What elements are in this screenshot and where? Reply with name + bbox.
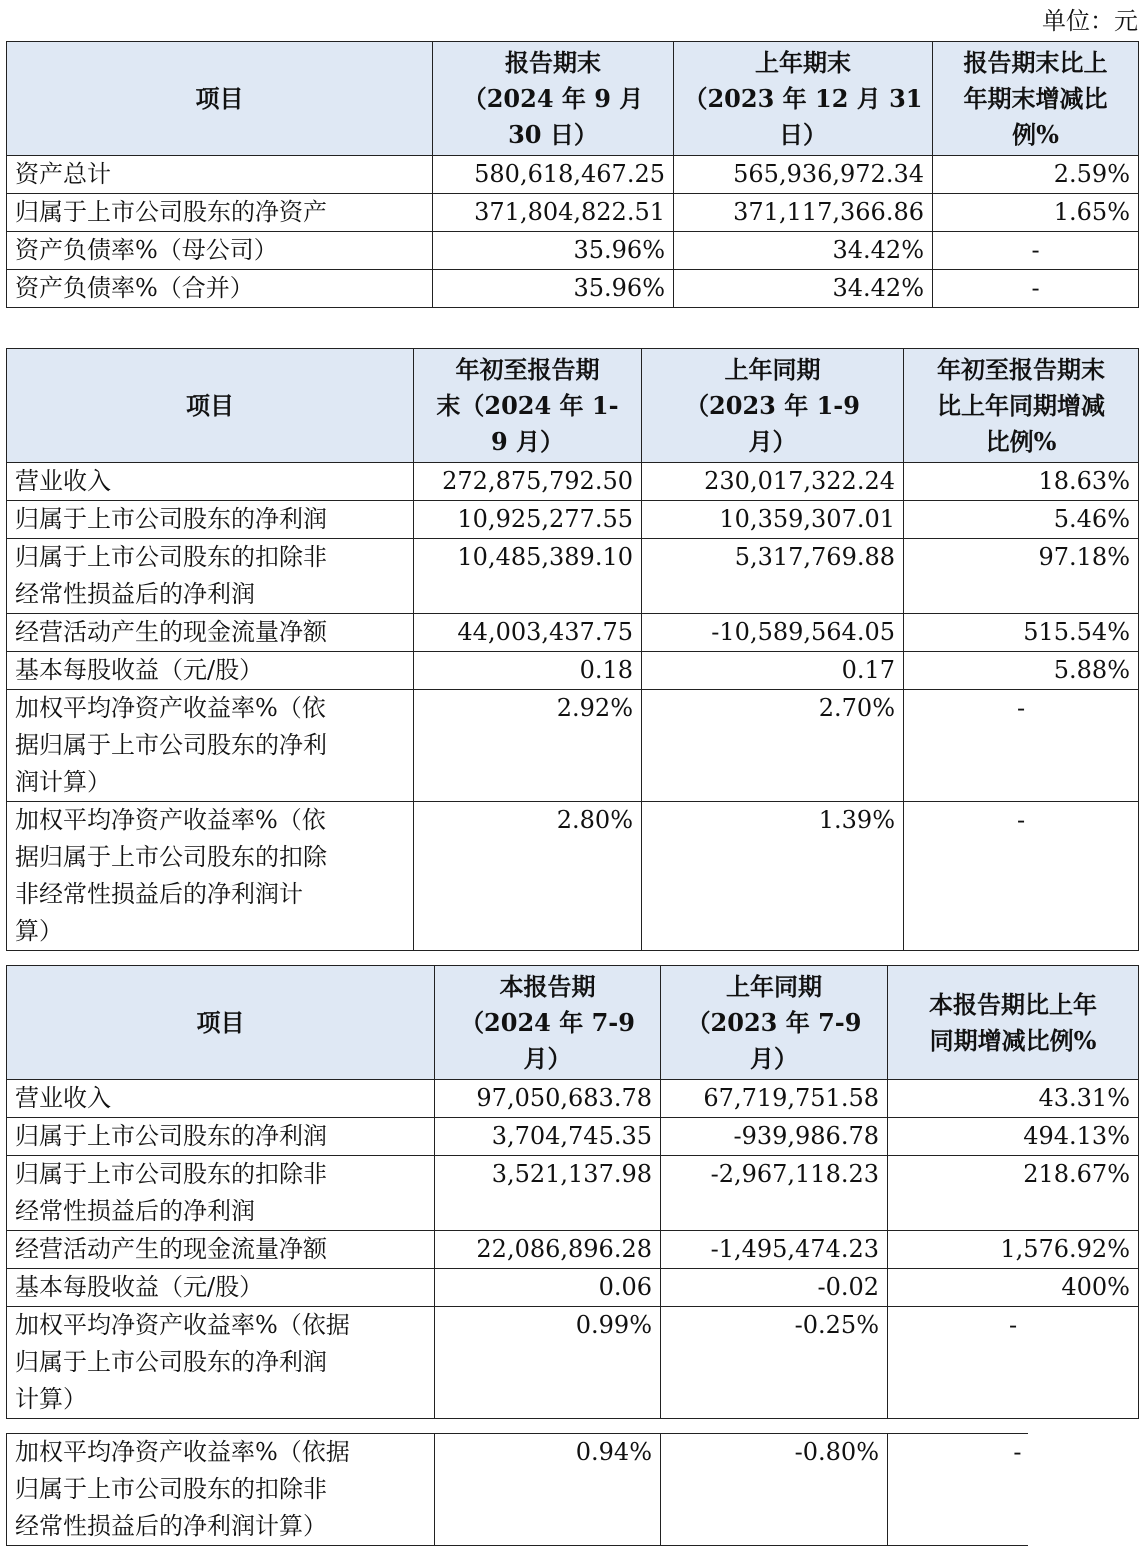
- row-current: 2.92%: [414, 690, 642, 802]
- row-previous: 5,317,769.88: [642, 539, 904, 614]
- table-row: [7, 463, 1139, 501]
- row-current: 35.96%: [433, 270, 674, 308]
- header-current-period: 本报告期 （2024 年 7-9 月）: [435, 966, 661, 1080]
- row-change: 2.59%: [933, 156, 1139, 194]
- table-row: [7, 614, 1139, 652]
- row-item: 经营活动产生的现金流量净额: [7, 614, 414, 652]
- row-previous: 230,017,322.24: [642, 463, 904, 501]
- header-current-period: 年初至报告期 末（2024 年 1- 9 月）: [414, 349, 642, 463]
- row-change: 1.65%: [933, 194, 1139, 232]
- row-current: 0.18: [414, 652, 642, 690]
- row-item: 加权平均净资产收益率%（依据 归属于上市公司股东的净利润 计算）: [7, 1307, 435, 1419]
- row-previous: 10,359,307.01: [642, 501, 904, 539]
- row-previous: 2.70%: [642, 690, 904, 802]
- row-current: 3,704,745.35: [435, 1118, 661, 1156]
- unit-label: 单位：元: [1042, 7, 1138, 35]
- row-item: 基本每股收益（元/股）: [7, 652, 414, 690]
- row-current: 10,485,389.10: [414, 539, 642, 614]
- row-previous: 371,117,366.86: [674, 194, 933, 232]
- header-change-ratio: 年初至报告期末 比上年同期增减 比例%: [904, 349, 1139, 463]
- row-previous: -2,967,118.23: [661, 1156, 888, 1231]
- table-row: [7, 690, 1139, 802]
- header-item: 项目: [7, 349, 414, 463]
- row-item: 归属于上市公司股东的净利润: [7, 1118, 435, 1156]
- row-change: 494.13%: [888, 1118, 1139, 1156]
- table-row: [7, 270, 1139, 308]
- row-previous: -0.25%: [661, 1307, 888, 1419]
- row-current: 10,925,277.55: [414, 501, 642, 539]
- row-item: 归属于上市公司股东的扣除非 经常性损益后的净利润: [7, 539, 414, 614]
- row-item: 加权平均净资产收益率%（依 据归属于上市公司股东的净利 润计算）: [7, 690, 414, 802]
- row-change: -: [888, 1307, 1139, 1419]
- row-change: -: [933, 270, 1139, 308]
- row-change: 400%: [888, 1269, 1139, 1307]
- row-current: 0.94%: [435, 1434, 661, 1546]
- row-change: 43.31%: [888, 1080, 1139, 1118]
- row-current: 22,086,896.28: [435, 1231, 661, 1269]
- row-item: 基本每股收益（元/股）: [7, 1269, 435, 1307]
- row-current: 272,875,792.50: [414, 463, 642, 501]
- row-change: 5.46%: [904, 501, 1139, 539]
- row-previous: -939,986.78: [661, 1118, 888, 1156]
- row-change: 515.54%: [904, 614, 1139, 652]
- row-current: 3,521,137.98: [435, 1156, 661, 1231]
- table-row: [7, 1080, 1139, 1118]
- row-previous: -1,495,474.23: [661, 1231, 888, 1269]
- header-previous-period: 上年期末 （2023 年 12 月 31 日）: [674, 42, 933, 156]
- header-previous-period: 上年同期 （2023 年 1-9 月）: [642, 349, 904, 463]
- quarter-indicators-table: [6, 965, 1139, 1419]
- table-row: [7, 1231, 1139, 1269]
- row-previous: 34.42%: [674, 232, 933, 270]
- row-previous: -0.80%: [661, 1434, 888, 1546]
- row-previous: 1.39%: [642, 802, 904, 951]
- table-row: [7, 156, 1139, 194]
- row-change: 18.63%: [904, 463, 1139, 501]
- row-current: 97,050,683.78: [435, 1080, 661, 1118]
- header-change-ratio: 本报告期比上年 同期增减比例%: [888, 966, 1139, 1080]
- table-row: [7, 1118, 1139, 1156]
- row-item: 归属于上市公司股东的净资产: [7, 194, 433, 232]
- row-current: 371,804,822.51: [433, 194, 674, 232]
- row-item: 归属于上市公司股东的扣除非 经常性损益后的净利润: [7, 1156, 435, 1231]
- row-item: 资产负债率%（母公司）: [7, 232, 433, 270]
- table-row: [7, 232, 1139, 270]
- table-row: [7, 194, 1139, 232]
- row-change: -: [933, 232, 1139, 270]
- row-previous: 34.42%: [674, 270, 933, 308]
- table-row: [7, 1269, 1139, 1307]
- row-item: 资产总计: [7, 156, 433, 194]
- row-change: 1,576.92%: [888, 1231, 1139, 1269]
- header-item: 项目: [7, 966, 435, 1080]
- header-previous-period: 上年同期 （2023 年 7-9 月）: [661, 966, 888, 1080]
- table-header-row: [7, 349, 1139, 463]
- row-current: 44,003,437.75: [414, 614, 642, 652]
- header-item: 项目: [7, 42, 433, 156]
- row-item: 归属于上市公司股东的净利润: [7, 501, 414, 539]
- row-previous: -0.02: [661, 1269, 888, 1307]
- quarter-indicators-continuation-table: [6, 1433, 1028, 1546]
- row-current: 0.06: [435, 1269, 661, 1307]
- row-item: 加权平均净资产收益率%（依 据归属于上市公司股东的扣除 非经常性损益后的净利润计 算）: [7, 802, 414, 951]
- row-previous: 67,719,751.58: [661, 1080, 888, 1118]
- table-row: [7, 1434, 1028, 1546]
- table-row: [7, 539, 1139, 614]
- row-item: 经营活动产生的现金流量净额: [7, 1231, 435, 1269]
- header-change-ratio: 报告期末比上 年期末增减比 例%: [933, 42, 1139, 156]
- row-current: 0.99%: [435, 1307, 661, 1419]
- row-change: -: [888, 1434, 1028, 1546]
- table-row: [7, 1156, 1139, 1231]
- row-current: 580,618,467.25: [433, 156, 674, 194]
- table-row: [7, 1307, 1139, 1419]
- row-change: -: [904, 690, 1139, 802]
- row-item: 资产负债率%（合并）: [7, 270, 433, 308]
- ytd-indicators-table: [6, 348, 1139, 951]
- row-previous: 0.17: [642, 652, 904, 690]
- table-header-row: [7, 966, 1139, 1080]
- row-item: 加权平均净资产收益率%（依据 归属于上市公司股东的扣除非 经常性损益后的净利润计算）: [7, 1434, 435, 1546]
- row-item: 营业收入: [7, 1080, 435, 1118]
- balance-indicators-table: [6, 41, 1139, 308]
- header-current-period: 报告期末 （2024 年 9 月 30 日）: [433, 42, 674, 156]
- table-header-row: [7, 42, 1139, 156]
- row-change: 97.18%: [904, 539, 1139, 614]
- table-row: [7, 802, 1139, 951]
- row-change: 218.67%: [888, 1156, 1139, 1231]
- table-row: [7, 501, 1139, 539]
- table-row: [7, 652, 1139, 690]
- row-change: -: [904, 802, 1139, 951]
- row-previous: 565,936,972.34: [674, 156, 933, 194]
- row-item: 营业收入: [7, 463, 414, 501]
- row-current: 2.80%: [414, 802, 642, 951]
- row-previous: -10,589,564.05: [642, 614, 904, 652]
- row-change: 5.88%: [904, 652, 1139, 690]
- row-current: 35.96%: [433, 232, 674, 270]
